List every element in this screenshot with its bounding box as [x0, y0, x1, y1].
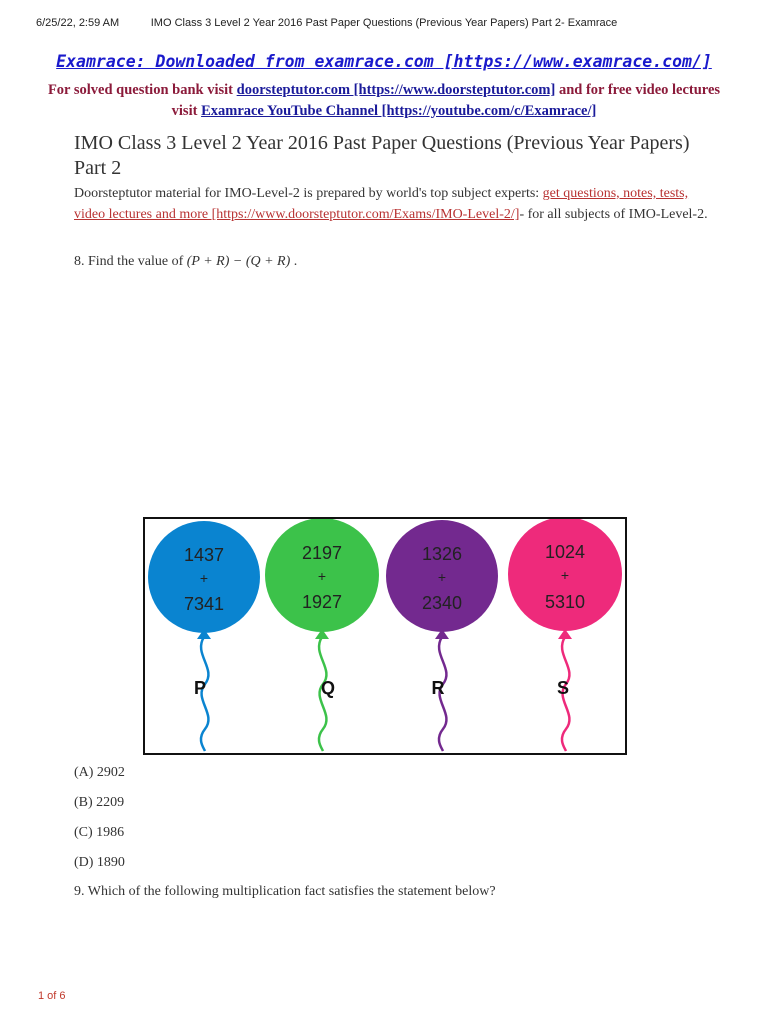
balloons-figure — [143, 517, 627, 755]
question-8-suffix: . — [290, 254, 298, 269]
balloon-q-bottom-number: 1927 — [301, 592, 343, 612]
youtube-channel-link[interactable]: Examrace YouTube Channel [https://youtube.com/c/Examrace/] — [201, 103, 597, 119]
option-b: (B) 2209 — [74, 795, 125, 810]
balloon-q-top-number: 2197 — [301, 543, 343, 563]
intro-text-2: - for all subjects of IMO-Level-2. — [519, 207, 708, 222]
balloons-svg — [145, 519, 625, 753]
promo-text-1: For solved question bank visit — [47, 82, 237, 98]
balloon-p-label: P — [193, 678, 207, 698]
intro-paragraph — [74, 183, 714, 225]
print-datetime: 6/25/22, 2:59 AM — [36, 17, 120, 29]
balloon-p-operator: + — [199, 570, 209, 586]
balloon-q-operator: + — [317, 568, 327, 584]
doorsteptutor-exam-link[interactable]: get questions, notes, tests, video lectures and more [https://www.doorsteptutor.com/Exams/IMO-Level-2/] — [74, 186, 689, 222]
intro-text-1: Doorsteptutor material for IMO-Level-2 is prepared by world's top subject experts: — [74, 186, 543, 201]
option-d: (D) 1890 — [74, 855, 125, 870]
balloon-q — [265, 519, 379, 751]
balloon-s-top-number: 1024 — [544, 542, 586, 562]
balloon-r-bottom-number: 2340 — [421, 593, 463, 613]
balloon-s-bottom-number: 5310 — [544, 592, 586, 612]
balloon-r-operator: + — [437, 569, 447, 585]
balloon-s-operator: + — [560, 567, 570, 583]
doorsteptutor-link[interactable]: doorsteptutor.com [https://www.doorsteptutor.com] — [236, 82, 556, 98]
option-c: (C) 1986 — [74, 825, 125, 840]
banner-link[interactable]: Examrace: Downloaded from examrace.com [https://www.examrace.com/] — [56, 52, 712, 71]
question-8-prefix: 8. Find the value of — [74, 254, 187, 269]
balloon-r — [386, 520, 498, 751]
balloon-r-label: R — [431, 678, 445, 698]
balloon-p-top-number: 1437 — [183, 545, 225, 565]
promo-text-2: and for free video lectures visit — [171, 82, 721, 119]
page-counter: 1 of 6 — [38, 990, 66, 1002]
page-title: IMO Class 3 Level 2 Year 2016 Past Paper Questions (Previous Year Papers) Part 2 — [74, 132, 690, 179]
balloon-r-top-number: 1326 — [421, 544, 463, 564]
promo-text — [40, 80, 728, 122]
balloon-s — [508, 519, 622, 751]
print-page-title: IMO Class 3 Level 2 Year 2016 Past Paper Questions (Previous Year Papers) Part 2- Examrace — [150, 17, 618, 29]
question-8-expression: (P + R) − (Q + R) — [186, 254, 291, 269]
examrace-banner[interactable] — [0, 52, 768, 71]
balloon-q-label: Q — [320, 678, 336, 698]
question-8 — [74, 254, 297, 270]
balloon-p-bottom-number: 7341 — [183, 594, 225, 614]
option-a: (A) 2902 — [74, 765, 125, 780]
balloon-p — [148, 521, 260, 751]
balloon-s-label: S — [556, 678, 570, 698]
question-9: 9. Which of the following multiplication fact satisfies the statement below? — [74, 884, 496, 899]
